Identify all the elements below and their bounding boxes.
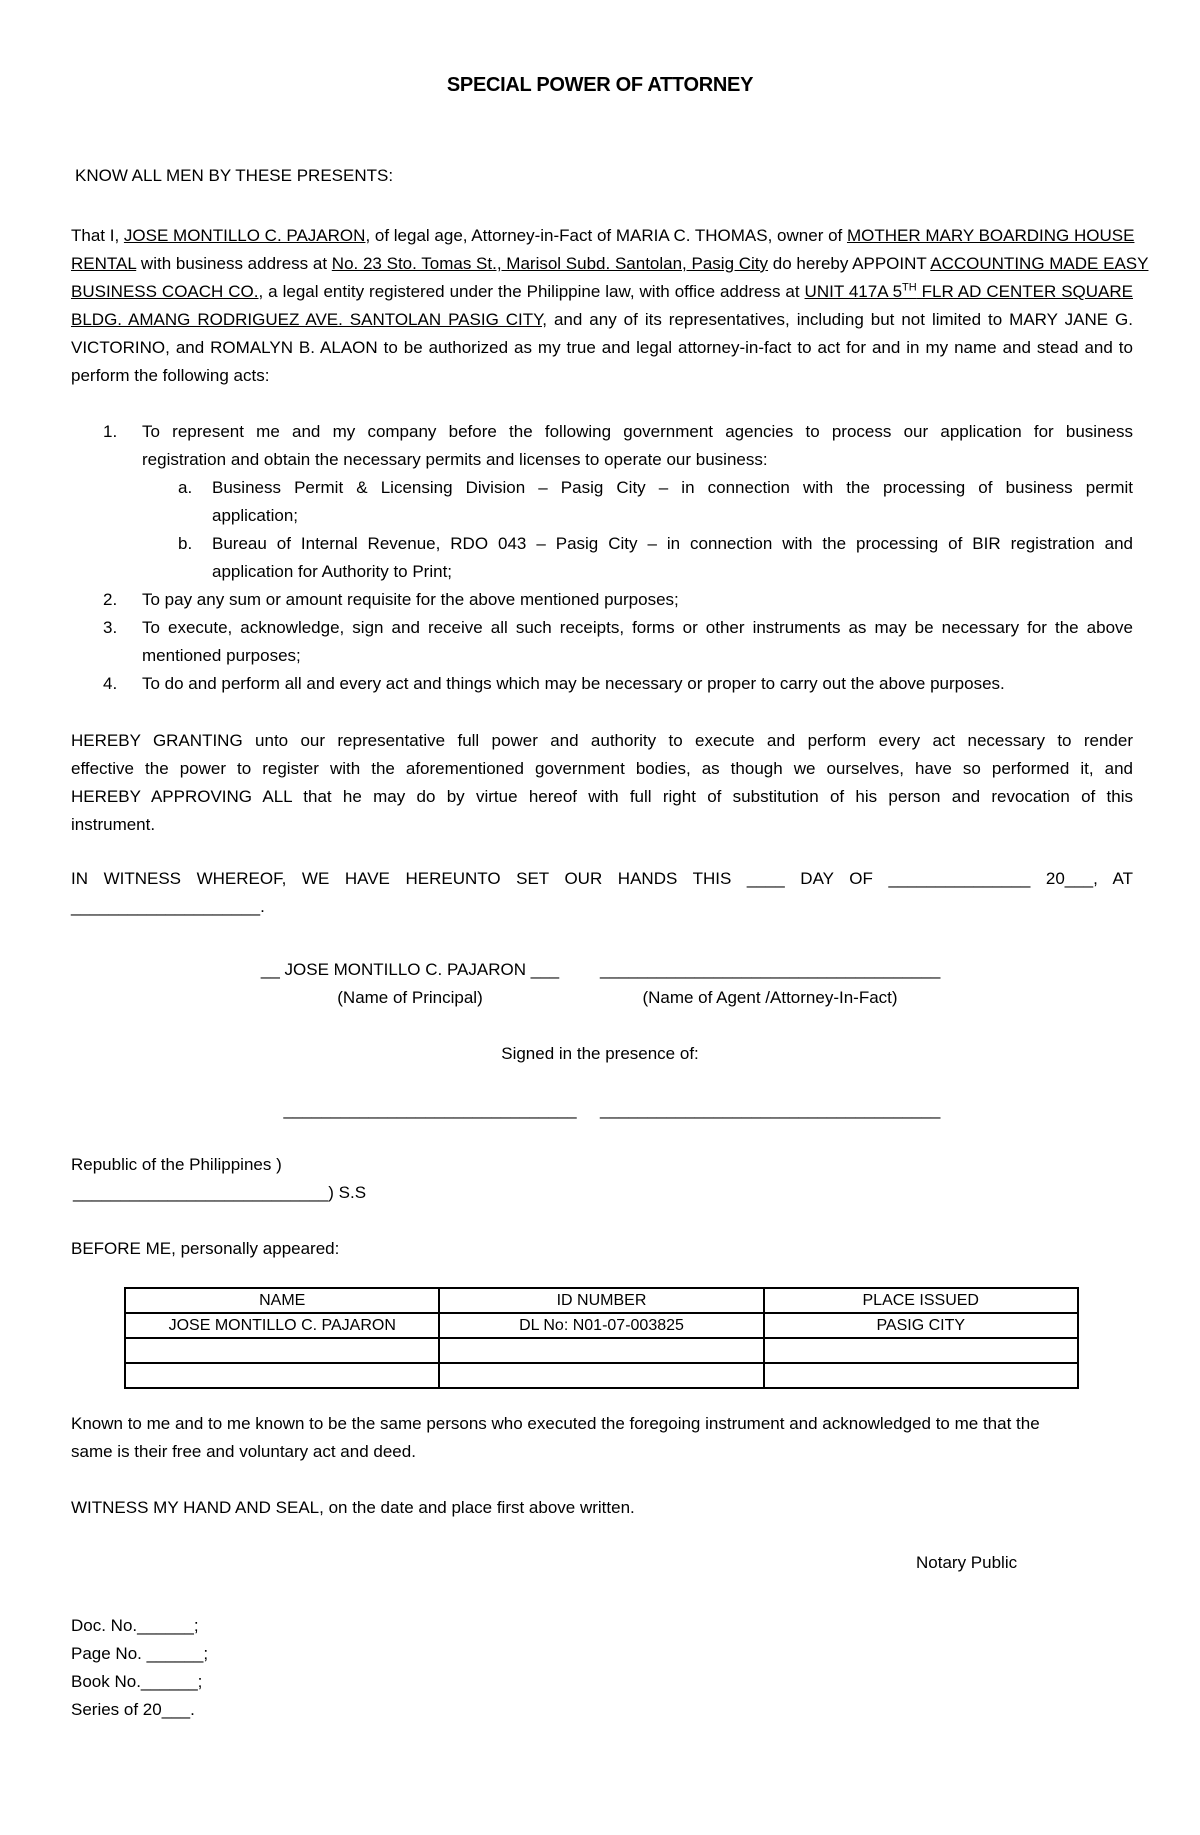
subact-text: application; bbox=[212, 506, 299, 525]
month-blank: _______________ bbox=[888, 869, 1031, 888]
intro-line-2: RENTAL with business address at No. 23 Sto. Tomas St., Marisol Subd. Santolan, Pasig City do hereby APPOINT ACCOUNTING MADE EASY bbox=[71, 254, 1149, 273]
document-title: SPECIAL POWER OF ATTORNEY bbox=[446, 74, 754, 96]
subact-letter: a. bbox=[178, 478, 193, 497]
table-row bbox=[125, 1313, 1078, 1338]
principal-label: (Name of Principal) bbox=[337, 988, 483, 1007]
notary-public-label: Notary Public bbox=[916, 1553, 1018, 1572]
business-name-2: RENTAL bbox=[71, 254, 137, 273]
table-header-row bbox=[125, 1288, 1078, 1313]
table-header: PLACE ISSUED bbox=[764, 1288, 1079, 1313]
granting-line: HEREBY APPROVING ALL that he may do by virtue hereof with full right of substitution of his person and revocation of this bbox=[71, 787, 1133, 806]
day-blank: ____ bbox=[746, 869, 785, 888]
act-text: mentioned purposes; bbox=[142, 646, 301, 665]
principal-name: JOSE MONTILLO C. PAJARON bbox=[123, 226, 366, 245]
agent-name-1: ACCOUNTING MADE EASY bbox=[930, 254, 1149, 273]
business-name-1: MOTHER MARY BOARDING HOUSE bbox=[846, 226, 1135, 245]
witness-clause: IN WITNESS WHEREOF, WE HAVE HEREUNTO SET OUR HANDS THIS ____ DAY OF _______________ 20___, AT bbox=[71, 869, 1133, 888]
witness-signature-line-right: ____________________________________ bbox=[600, 1100, 941, 1119]
table-cell bbox=[764, 1363, 1079, 1388]
subact-text: Business Permit & Licensing Division – Pasig City – in connection with the processing of business permit bbox=[212, 478, 1133, 497]
agent-signature-line: ____________________________________ bbox=[600, 960, 941, 979]
book-number: Book No.______; bbox=[71, 1672, 203, 1691]
agent-name-2: BUSINESS COACH CO. bbox=[71, 282, 259, 301]
agent-label: (Name of Agent /Attorney-In-Fact) bbox=[642, 988, 898, 1007]
intro-line-1: That I, JOSE MONTILLO C. PAJARON, of legal age, Attorney-in-Fact of MARIA C. THOMAS, owner of MOTHER MARY BOARDING HOUSE bbox=[71, 226, 1135, 245]
presence-label: Signed in the presence of: bbox=[501, 1044, 699, 1063]
intro-line-6: perform the following acts: bbox=[71, 366, 270, 385]
office-address-2: BLDG. AMANG RODRIGUEZ AVE. SANTOLAN PASIG CITY, bbox=[71, 310, 548, 329]
table-row bbox=[125, 1363, 1078, 1388]
table-header: NAME bbox=[125, 1288, 439, 1313]
principal-signature-line: __ JOSE MONTILLO C. PAJARON ___ bbox=[260, 960, 560, 979]
act-text: To pay any sum or amount requisite for the above mentioned purposes; bbox=[142, 590, 679, 609]
granting-line: effective the power to register with the aforementioned government bodies, as though we ourselves, have so performed it, and bbox=[71, 759, 1133, 778]
intro-line-4: BLDG. AMANG RODRIGUEZ AVE. SANTOLAN PASIG CITY, and any of its representatives, including but not limited to MARY JANE G. bbox=[71, 310, 1134, 329]
place-blank: ____________________. bbox=[71, 897, 265, 916]
table-cell bbox=[125, 1363, 439, 1388]
table-cell bbox=[764, 1338, 1079, 1363]
act-number: 2. bbox=[103, 590, 118, 609]
greeting: KNOW ALL MEN BY THESE PRESENTS: bbox=[75, 166, 394, 185]
act-number: 3. bbox=[103, 618, 118, 637]
year-blank: 20___, bbox=[1045, 869, 1098, 888]
seal-line: WITNESS MY HAND AND SEAL, on the date and place first above written. bbox=[71, 1498, 635, 1517]
table-cell bbox=[439, 1363, 763, 1388]
subact-letter: b. bbox=[178, 534, 193, 553]
act-text: To execute, acknowledge, sign and receive all such receipts, forms or other instruments as may be necessary for the above bbox=[142, 618, 1133, 637]
subact-text: application for Authority to Print; bbox=[212, 562, 453, 581]
intro-line-5: VICTORINO, and ROMALYN B. ALAON to be authorized as my true and legal attorney-in-fact to act for and in my name and stead and to bbox=[71, 338, 1133, 357]
witness-signature-line-left: _______________________________ bbox=[283, 1100, 577, 1119]
known-line: Known to me and to me known to be the same persons who executed the foregoing instrument and acknowledged to me that the bbox=[71, 1414, 1040, 1433]
granting-line: instrument. bbox=[71, 815, 156, 834]
act-text: registration and obtain the necessary permits and licenses to operate our business: bbox=[142, 450, 768, 469]
series-number: Series of 20___. bbox=[71, 1700, 195, 1719]
table-row bbox=[125, 1338, 1078, 1363]
act-text: To do and perform all and every act and things which may be necessary or proper to carry out the above purposes. bbox=[142, 674, 1005, 693]
republic-line: Republic of the Philippines ) bbox=[71, 1155, 282, 1174]
acknowledgment-table bbox=[124, 1287, 1079, 1389]
business-address: No. 23 Sto. Tomas St., Marisol Subd. Santolan, Pasig City bbox=[331, 254, 769, 273]
table-cell bbox=[125, 1338, 439, 1363]
table-cell: DL No: N01-07-003825 bbox=[439, 1313, 763, 1338]
subact-text: Bureau of Internal Revenue, RDO 043 – Pasig City – in connection with the processing of BIR registration and bbox=[212, 534, 1133, 553]
ss-line: ___________________________) S.S bbox=[73, 1183, 367, 1202]
table-cell: JOSE MONTILLO C. PAJARON bbox=[125, 1313, 439, 1338]
act-text: To represent me and my company before the following government agencies to process our application for business bbox=[142, 422, 1133, 441]
table-cell: PASIG CITY bbox=[764, 1313, 1079, 1338]
act-number: 4. bbox=[103, 674, 118, 693]
granting-line: HEREBY GRANTING unto our representative full power and authority to execute and perform every act necessary to render bbox=[71, 731, 1133, 750]
doc-number: Doc. No.______; bbox=[71, 1616, 199, 1635]
intro-line-3: BUSINESS COACH CO., a legal entity registered under the Philippine law, with office address at UNIT 417A 5TH FLR AD CENTER SQUARE bbox=[71, 281, 1133, 301]
page-number: Page No. ______; bbox=[71, 1644, 209, 1663]
act-number: 1. bbox=[103, 422, 118, 441]
table-header: ID NUMBER bbox=[439, 1288, 763, 1313]
office-address-1: UNIT 417A 5TH FLR AD CENTER SQUARE bbox=[804, 281, 1133, 301]
known-line: same is their free and voluntary act and deed. bbox=[71, 1442, 416, 1461]
table-cell bbox=[439, 1338, 763, 1363]
before-me-line: BEFORE ME, personally appeared: bbox=[71, 1239, 340, 1258]
